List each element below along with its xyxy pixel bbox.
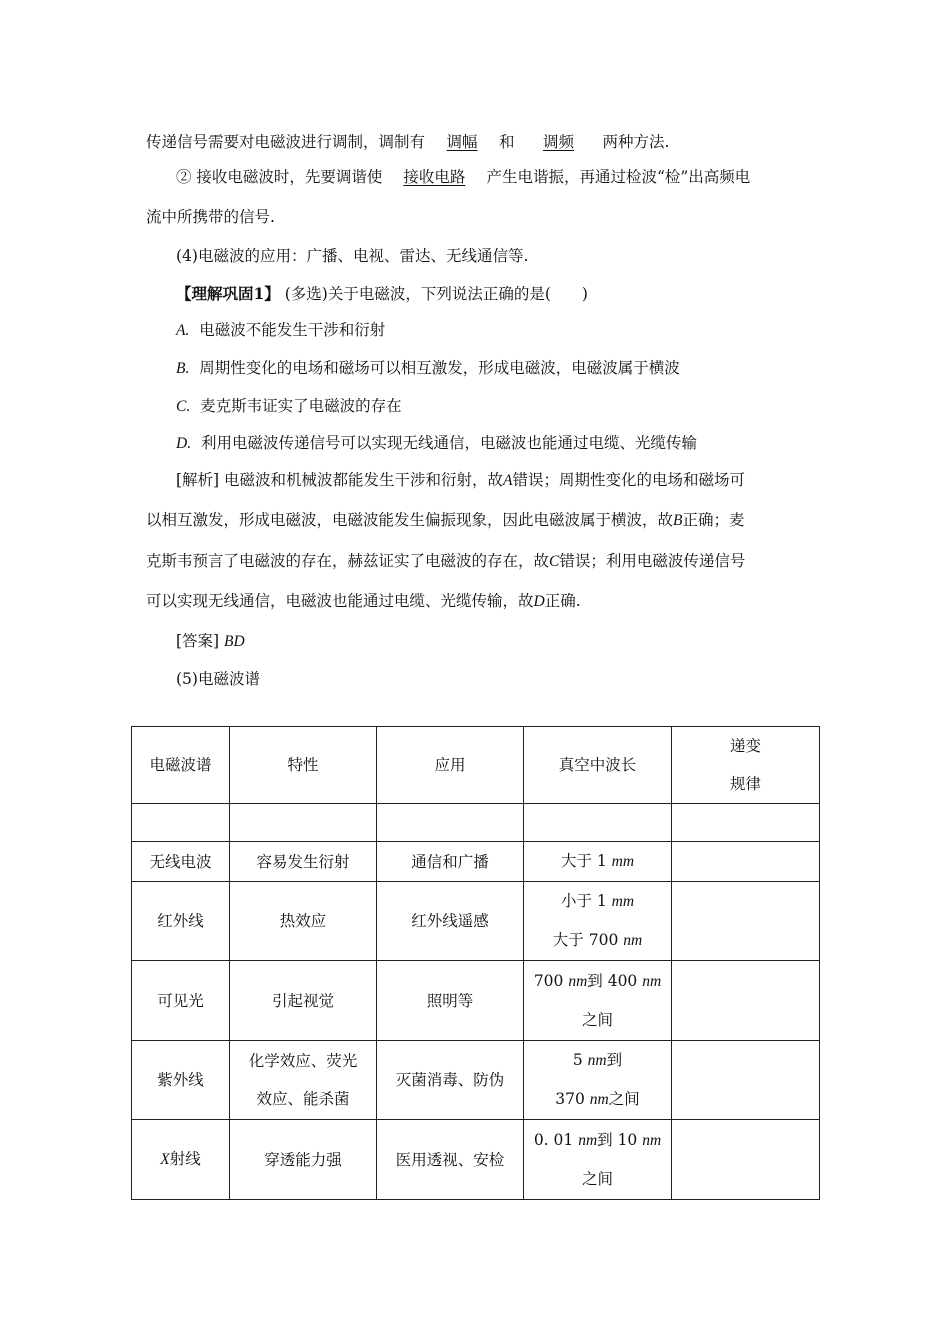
text: 克斯韦预言了电磁波的存在，赫兹证实了电磁波的存在，故: [146, 552, 550, 570]
table-cell: [672, 842, 820, 882]
value: X: [160, 1151, 170, 1168]
table-cell: 热效应: [230, 882, 377, 961]
analysis-line-3: [146, 550, 745, 573]
cell-line: 效应、能杀菌: [256, 1090, 350, 1108]
text: 以相互激发，形成电磁波，电磁波能发生偏振现象，因此电磁波属于横波，故: [146, 511, 674, 529]
paragraph-receive-cont: 流中所携带的信号.: [146, 208, 275, 226]
answer-value: BD: [224, 633, 245, 650]
table-header-row: [132, 727, 820, 804]
blank-answer-2: 调频: [543, 133, 575, 151]
option-ref: C: [549, 553, 560, 570]
unit: mm: [611, 893, 635, 910]
question-tag: 【理解巩固1】: [176, 284, 280, 303]
table-cell: 容易发生衍射: [230, 842, 377, 882]
text: [解析] 电磁波和机械波都能发生干涉和衍射，故: [176, 471, 504, 489]
text: ② 接收电磁波时，先要调谐使: [176, 168, 383, 186]
value: 700: [533, 972, 569, 990]
header-line: 递变: [729, 737, 761, 755]
table-cell: [132, 1120, 230, 1200]
option-b: [176, 357, 680, 380]
table-row-empty: [132, 804, 820, 842]
table-cell: 引起视觉: [230, 961, 377, 1041]
table-cell: [524, 842, 672, 882]
option-d: [176, 432, 697, 455]
cell-line: 化学效应、荧光: [248, 1052, 358, 1070]
header-cell: 电磁波谱: [132, 727, 230, 804]
text: 错误；周期性变化的电场和磁场可: [512, 471, 746, 489]
text: 产生电谐振，再通过检波“检”出高频电: [486, 168, 751, 186]
cell-line: [524, 882, 671, 921]
unit: nm: [589, 1091, 609, 1108]
text: 错误；利用电磁波传递信号: [559, 552, 746, 570]
question-stem: [176, 283, 588, 305]
table-cell: 穿透能力强: [230, 1120, 377, 1200]
cell-line: [524, 962, 671, 1001]
table-cell: [672, 961, 820, 1041]
table-cell: 红外线: [132, 882, 230, 961]
value: 0. 01: [533, 1131, 579, 1149]
option-letter: D.: [176, 435, 192, 452]
cell-line: 之间: [581, 1011, 613, 1029]
header-line: 规律: [729, 775, 761, 793]
value: 到 400: [587, 972, 643, 990]
option-text: 周期性变化的电场和磁场可以相互激发，形成电磁波，电磁波属于横波: [199, 359, 680, 377]
table-row: [132, 961, 820, 1041]
answer-label: [答案]: [176, 632, 220, 650]
blank-answer-1: 调幅: [446, 133, 478, 151]
cell-line: [524, 1080, 671, 1119]
table-cell: 紫外线: [132, 1041, 230, 1120]
value: 到 10: [597, 1131, 643, 1149]
cell-line: [524, 921, 671, 960]
table-cell: [230, 1041, 377, 1120]
table-cell: [672, 1041, 820, 1120]
option-text: 电磁波不能发生干涉和衍射: [199, 321, 386, 339]
table-cell: [672, 882, 820, 961]
table-cell: 通信和广播: [377, 842, 524, 882]
analysis-line-4: [146, 590, 581, 613]
header-cell: [672, 727, 820, 804]
option-letter: C.: [176, 398, 191, 415]
answer-line: [176, 630, 245, 653]
value: 5: [572, 1051, 588, 1069]
table-cell: [672, 804, 820, 842]
table-cell: [377, 804, 524, 842]
cell-line: 之间: [581, 1170, 613, 1188]
option-letter: B.: [176, 360, 190, 377]
section-heading-spectrum: (5)电磁波谱: [176, 670, 260, 688]
table-cell: [230, 804, 377, 842]
option-ref: D: [533, 593, 545, 610]
cell-line: [524, 1121, 671, 1160]
unit: nm: [578, 1132, 598, 1149]
spectrum-table: [131, 726, 820, 1200]
header-cell: 应用: [377, 727, 524, 804]
table-cell: [524, 961, 672, 1041]
unit: mm: [611, 853, 635, 870]
value: 370: [555, 1090, 590, 1108]
value: 小于 1: [560, 892, 612, 910]
question-text: (多选)关于电磁波，下列说法正确的是( ): [284, 285, 588, 303]
text: 可以实现无线通信，电磁波也能通过电缆、光缆传输，故: [146, 592, 534, 610]
option-c: [176, 395, 402, 418]
blank-answer-3: 接收电路: [403, 168, 466, 186]
table-row: [132, 882, 820, 961]
text: 和: [499, 133, 515, 151]
table-row: [132, 842, 820, 882]
unit: nm: [587, 1052, 607, 1069]
analysis-line-2: [146, 509, 745, 532]
table-cell: 无线电波: [132, 842, 230, 882]
paragraph-receive: [176, 166, 750, 188]
analysis-line-1: [176, 469, 745, 492]
text: 正确.: [544, 592, 581, 610]
table-row: [132, 1041, 820, 1120]
table-cell: 可见光: [132, 961, 230, 1041]
value: 大于 1: [560, 852, 612, 870]
table-row: [132, 1120, 820, 1200]
option-a: [176, 319, 385, 342]
option-letter: A.: [176, 322, 190, 339]
table-cell: 医用透视、安检: [377, 1120, 524, 1200]
value: 到: [606, 1051, 623, 1069]
text: 两种方法.: [602, 133, 670, 151]
option-ref: A: [503, 472, 513, 489]
header-cell: 真空中波长: [524, 727, 672, 804]
table-cell: [524, 882, 672, 961]
text: 传递信号需要对电磁波进行调制，调制有: [146, 133, 426, 151]
text: 正确；麦: [682, 511, 745, 529]
table-cell: 照明等: [377, 961, 524, 1041]
table-cell: 灭菌消毒、防伪: [377, 1041, 524, 1120]
table-cell: [132, 804, 230, 842]
header-cell: 特性: [230, 727, 377, 804]
value: 之间: [608, 1090, 640, 1108]
table-cell: [524, 1120, 672, 1200]
unit: nm: [642, 1132, 662, 1149]
table-cell: [672, 1120, 820, 1200]
value: 大于 700: [552, 931, 624, 949]
option-text: 利用电磁波传递信号可以实现无线通信，电磁波也能通过电缆、光缆传输: [200, 434, 697, 452]
option-text: 麦克斯韦证实了电磁波的存在: [200, 397, 402, 415]
unit: nm: [568, 973, 588, 990]
table-cell: 红外线遥感: [377, 882, 524, 961]
table-cell: [524, 804, 672, 842]
table-cell: [524, 1041, 672, 1120]
option-ref: B: [673, 512, 683, 529]
cell-line: [524, 1041, 671, 1080]
paragraph-modulation: [146, 131, 669, 153]
value: 射线: [169, 1150, 201, 1168]
unit: nm: [642, 973, 662, 990]
unit: nm: [623, 932, 643, 949]
paragraph-applications: (4)电磁波的应用：广播、电视、雷达、无线通信等.: [176, 247, 529, 265]
